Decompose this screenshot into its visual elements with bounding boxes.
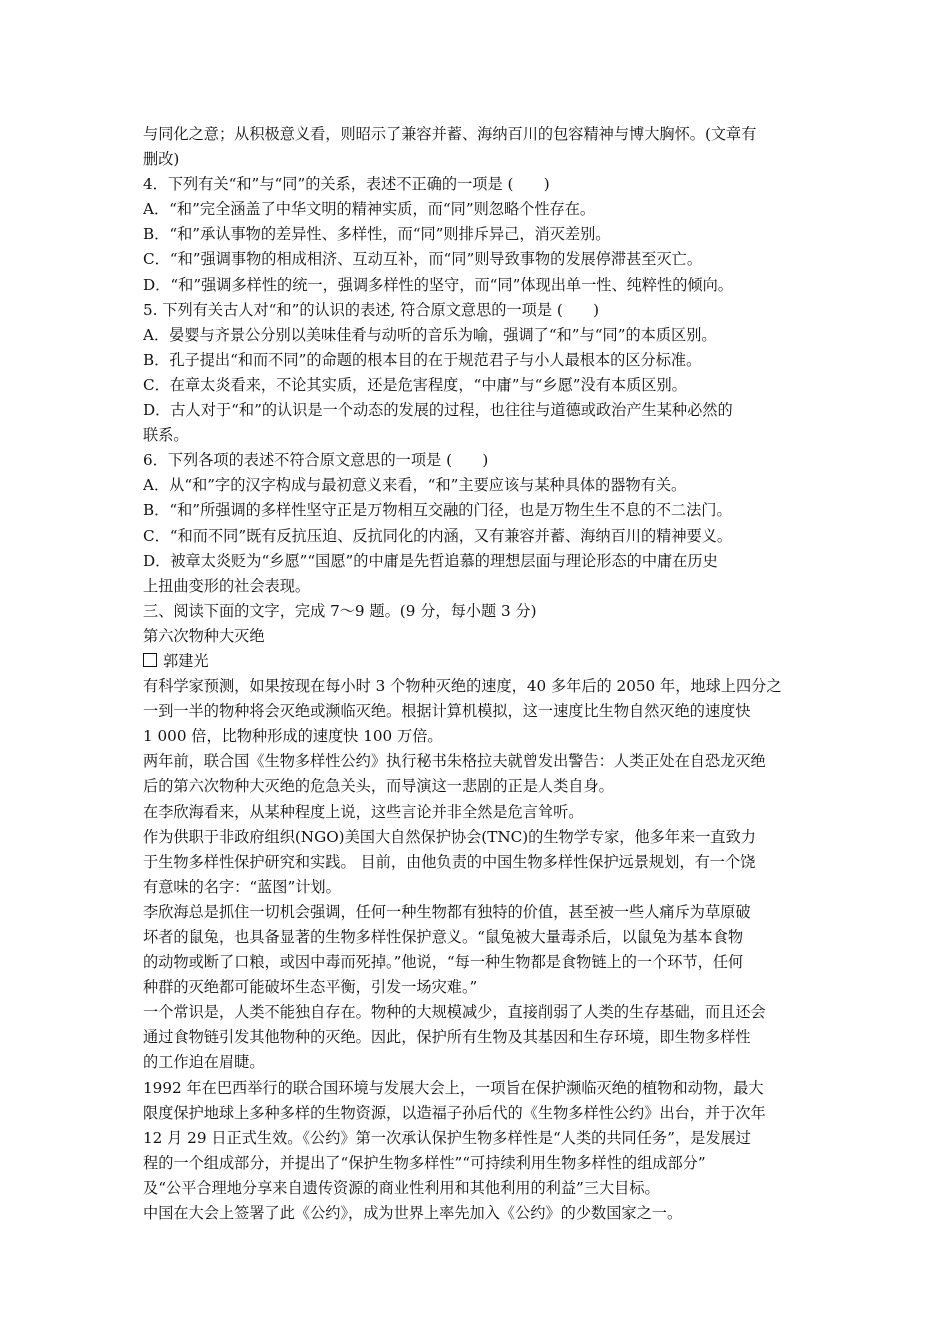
question-5 <box>143 298 813 323</box>
question-stem: 4．下列有关“和”与“同”的关系，表述不正确的一项是 <box>143 175 503 194</box>
paragraph-line: 种群的灭绝都可能破坏生态平衡，引发一场灾难。” <box>143 978 478 997</box>
option-d-continued: 联系。 <box>143 426 189 445</box>
paragraph-line: 有科学家预测，如果按现在每小时 3 个物种灭绝的速度，40 多年后的 2050 年，地球上四分之 <box>143 677 782 696</box>
question-4 <box>143 172 813 197</box>
paragraph-line: 1 000 倍，比物种形成的速度快 100 万倍。 <box>143 727 443 746</box>
paragraph-line: 李欣海总是抓住一切机会强调，任何一种生物都有独特的价值，甚至被一些人痛斥为草原破 <box>143 902 751 921</box>
paragraph-line: 两年前，联合国《生物多样性公约》执行秘书朱格拉夫就曾发出警告：人类正处在自恐龙灭绝 <box>143 752 766 771</box>
question-stem: 6．下列各项的表述不符合原文意思的一项是 <box>143 451 442 470</box>
article-body <box>143 674 813 1226</box>
answer-blank: ( ) <box>556 300 600 319</box>
paragraph-line: 于生物多样性保护研究和实践。 目前，由他负责的中国生物多样性保护远景规划，有一个饶 <box>143 852 756 871</box>
option-d: D．被章太炎贬为“乡愿”“国愿”的中庸是先哲追慕的理想层面与理论形态的中庸在历史 <box>143 551 718 570</box>
question-stem: 5. 下列有关古人对“和”的认识的表述, 符合原文意思的一项是 <box>143 300 553 319</box>
paragraph-line: 作为供职于非政府组织(NGO)美国大自然保护协会(TNC)的生物学专家，他多年来一直致力 <box>143 827 756 846</box>
option-d: D．“和”强调多样性的统一，强调多样性的坚守，而“同”体现出单一性、纯粹性的倾向。 <box>143 275 733 294</box>
option-b: B．孔子提出“和而不同”的命题的根本目的在于规范君子与小人最根本的区分标准。 <box>143 350 702 369</box>
paragraph-line: 1992 年在巴西举行的联合国环境与发展大会上，一项旨在保护濒临灭绝的植物和动物，最大 <box>143 1078 764 1097</box>
article-title: 第六次物种大灭绝 <box>143 626 265 645</box>
paragraph-line: 限度保护地球上多种多样的生物资源，以造福子孙后代的《生物多样性公约》出台，并于次年 <box>143 1103 766 1122</box>
document-page <box>143 122 813 1226</box>
paragraph-line: 有意味的名字：“蓝图”计划。 <box>143 877 341 896</box>
answer-blank: ( ) <box>446 451 489 470</box>
paragraph-line: 在李欣海看来，从某种程度上说，这些言论并非全然是危言耸听。 <box>143 802 584 821</box>
paragraph-line: 中国在大会上签署了此《公约》，成为世界上率先加入《公约》的少数国家之一。 <box>143 1204 683 1223</box>
answer-blank: ( ) <box>507 175 550 194</box>
paragraph-line: 的工作迫在眉睫。 <box>143 1053 265 1072</box>
option-b: B．“和”所强调的多样性坚守正是万物相互交融的门径，也是万物生生不息的不二法门。 <box>143 501 732 520</box>
paragraph-line: 通过食物链引发其他物种的灭绝。因此，保护所有生物及其基因和生存环境，即生物多样性 <box>143 1028 751 1047</box>
option-d: D．古人对于“和”的认识是一个动态的发展的过程，也往往与道德或政治产生某种必然的 <box>143 401 733 420</box>
option-c: C．“和而不同”既有反抗压迫、反抗同化的内涵，又有兼容并蓄、海纳百川的精神要义。 <box>143 526 733 545</box>
section-heading: 三、阅读下面的文字，完成 7～9 题。(9 分，每小题 3 分) <box>143 601 537 620</box>
question-6 <box>143 448 813 473</box>
option-c: C．在章太炎看来，不论其实质，还是危害程度，“中庸”与“乡愿”没有本质区别。 <box>143 375 687 394</box>
paragraph-line: 一个常识是，人类不能独自存在。物种的大规模减少，直接削弱了人类的生存基础，而且还会 <box>143 1003 766 1022</box>
option-d-continued: 上扭曲变形的社会表现。 <box>143 576 311 595</box>
option-a: A．晏婴与齐景公分别以美味佳肴与动听的音乐为喻，强调了“和”与“同”的本质区别。 <box>143 325 717 344</box>
author-name: 郭建光 <box>163 651 209 670</box>
option-a: A．“和”完全涵盖了中华文明的精神实质，而“同”则忽略个性存在。 <box>143 200 596 219</box>
intro-line: 删改) <box>143 150 180 169</box>
option-c: C．“和”强调事物的相成相济、互动互补，而“同”则导致事物的发展停滞甚至灭亡。 <box>143 250 703 269</box>
paragraph-line: 程的一个组成部分，并提出了“保护生物多样性”“可持续利用生物多样性的组成部分” <box>143 1153 706 1172</box>
paragraph-line: 的动物或断了口粮，或因中毒而死掉。”他说，“每一种生物都是食物链上的一个环节，任何 <box>143 953 744 972</box>
paragraph-line: 后的第六次物种大灭绝的危急关头，而导演这一悲剧的正是人类自身。 <box>143 777 614 796</box>
paragraph-line: 12 月 29 日正式生效。《公约》第一次承认保护生物多样性是“人类的共同任务”，是发展过 <box>143 1128 751 1147</box>
paragraph-line: 及“公平合理地分享来自遗传资源的商业性利用和其他利用的利益”三大目标。 <box>143 1178 660 1197</box>
box-icon <box>143 653 157 667</box>
paragraph-line: 坏者的鼠兔，也具备显著的生物多样性保护意义。“鼠兔被大量毒杀后，以鼠兔为基本食物 <box>143 928 744 946</box>
option-a: A．从“和”字的汉字构成与最初意义来看，“和”主要应该与某种具体的器物有关。 <box>143 476 687 495</box>
option-b: B．“和”承认事物的差异性、多样性，而“同”则排斥异己，消灭差别。 <box>143 225 611 244</box>
paragraph-line: 一到一半的物种将会灭绝或濒临灭绝。根据计算机模拟，这一速度比生物自然灭绝的速度快 <box>143 702 751 721</box>
intro-line: 与同化之意；从积极意义看，则昭示了兼容并蓄、海纳百川的包容精神与博大胸怀。(文章有 <box>143 125 757 143</box>
article-author <box>143 649 813 674</box>
